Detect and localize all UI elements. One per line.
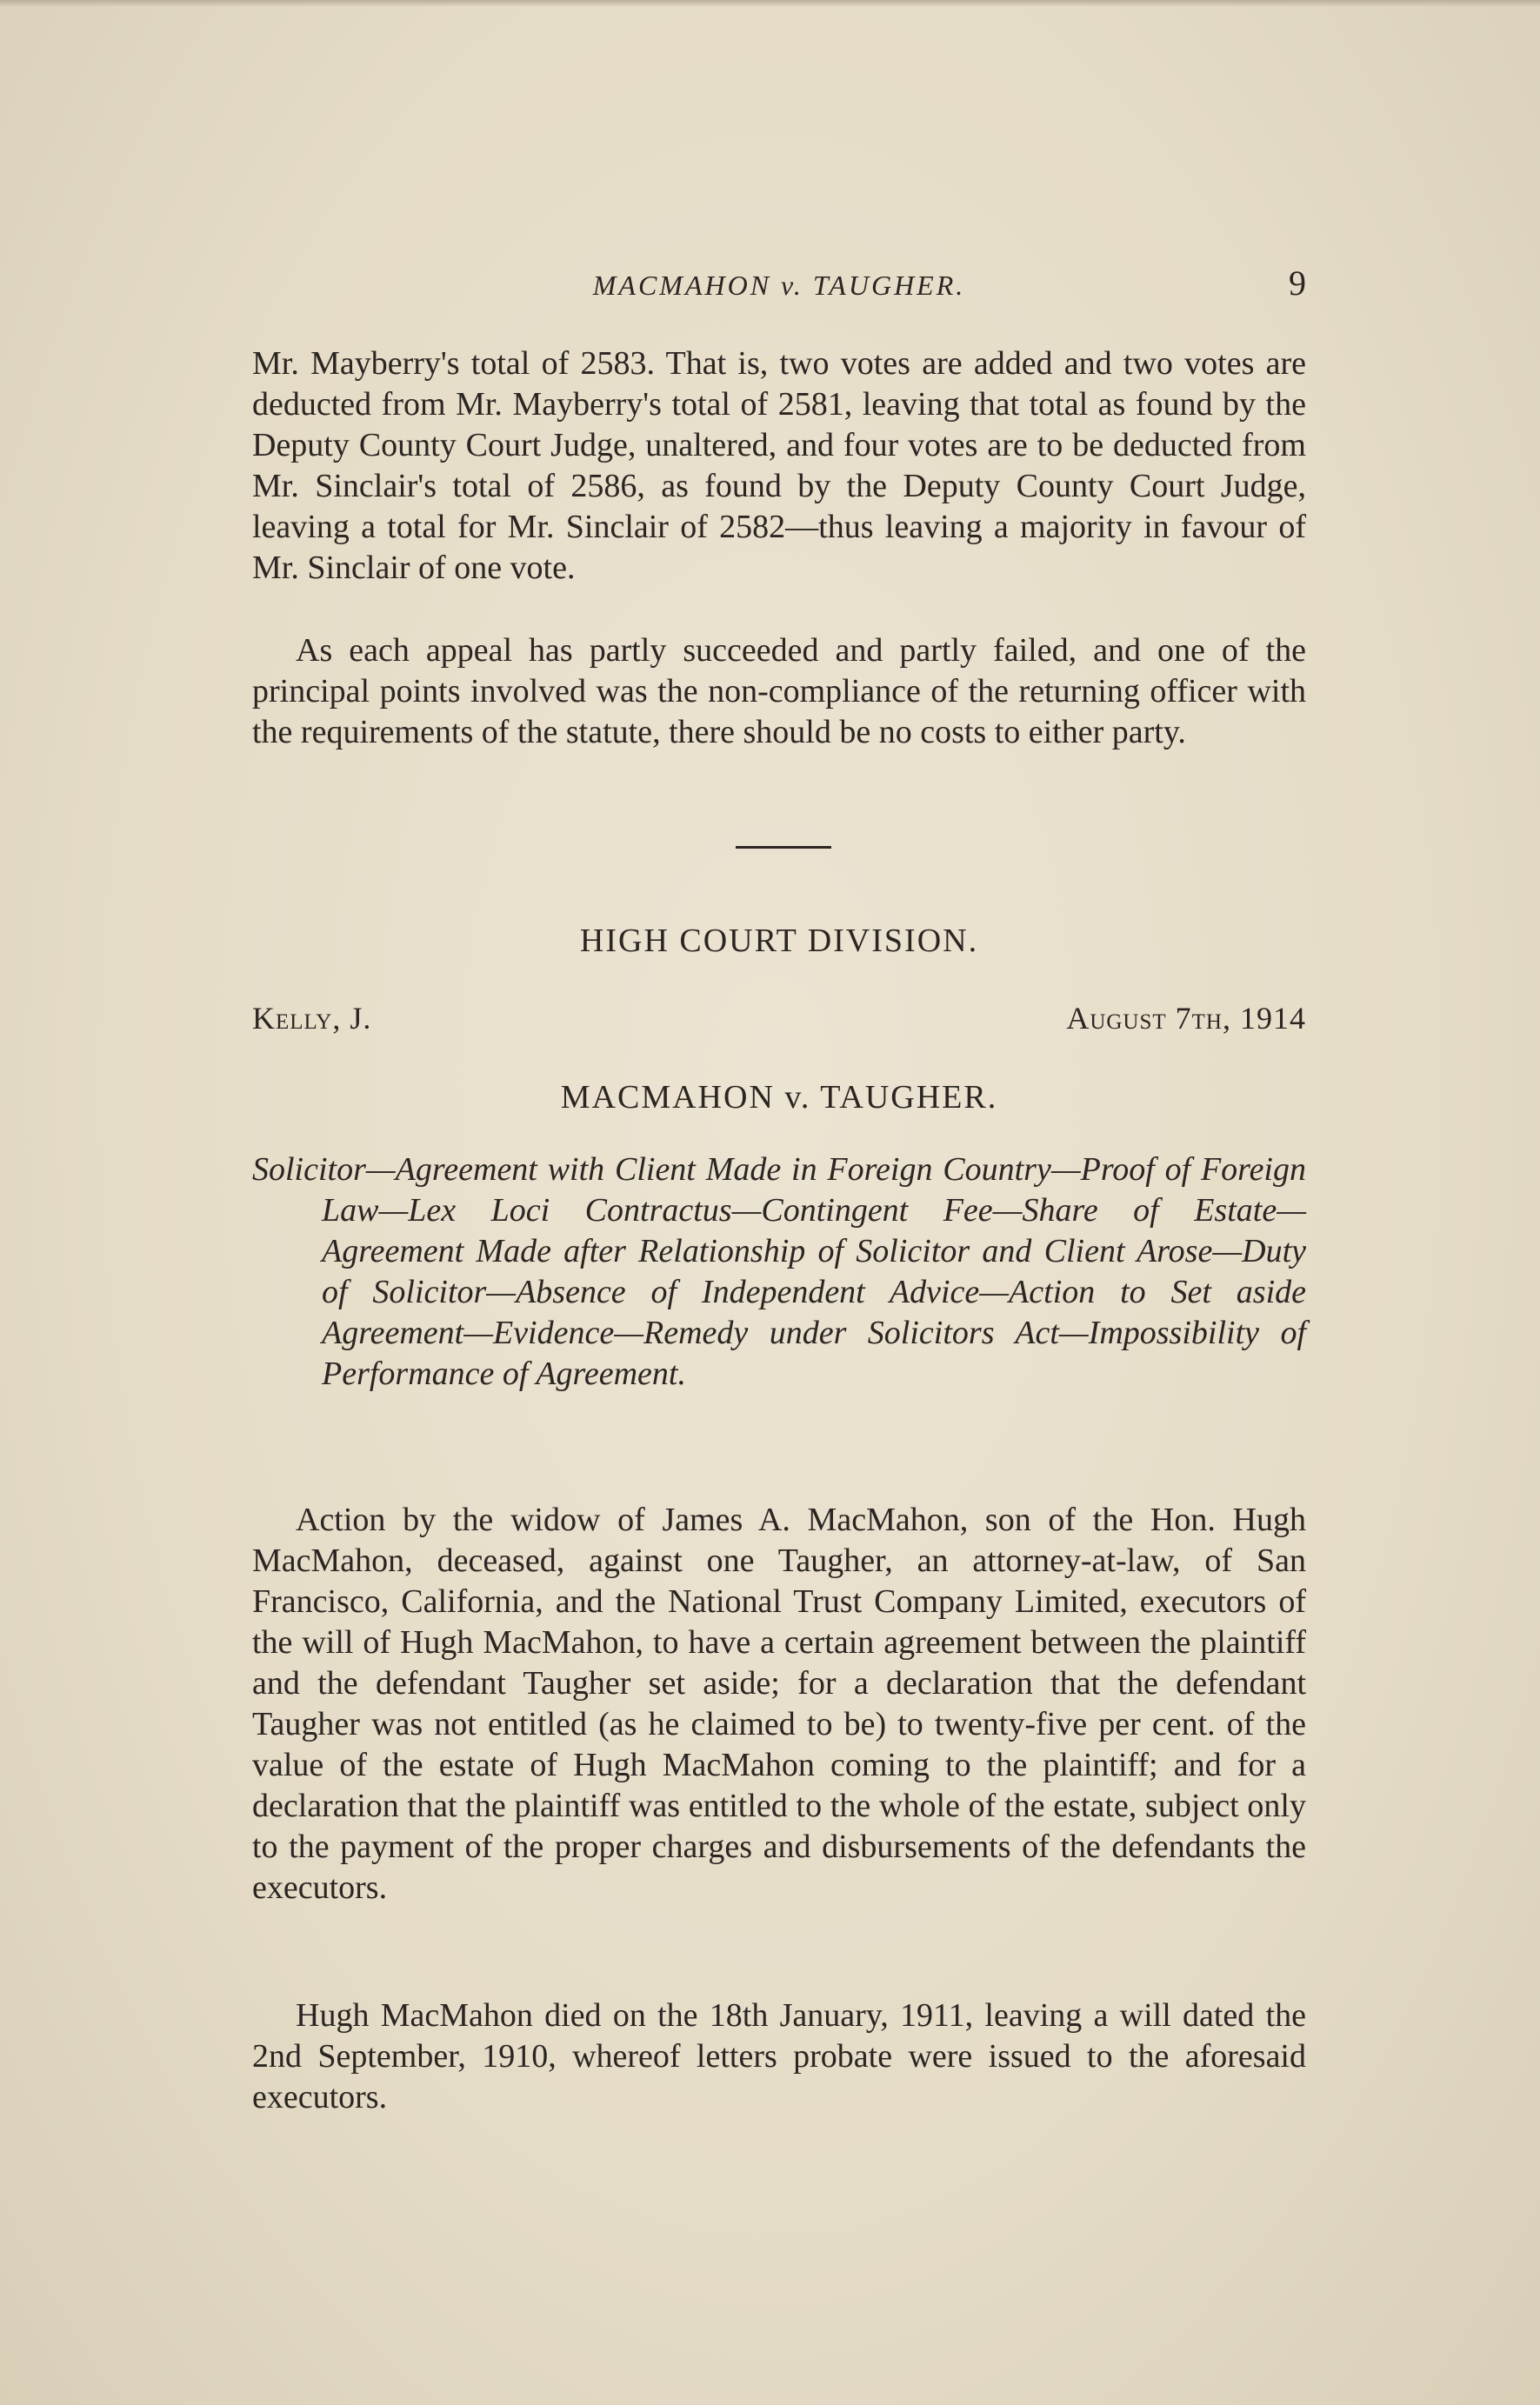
case-title: MACMAHON v. TAUGHER.	[560, 1079, 998, 1116]
running-head: MACMAHON v. TAUGHER.	[592, 270, 966, 301]
paragraph-facts: Hugh MacMahon died on the 18th January, 1911, leaving a will dated the 2nd September, 1910, whereof letters probate were issued to the aforesaid executors.	[252, 1997, 1306, 2115]
paragraph-continued: Mr. Mayberry's total of 2583. That is, two votes are added and two votes are deducted from Mr. Mayberry's total of 2581, leaving that total as found by the Deputy County Court Judge, unaltered, and four votes are to be deducted from Mr. Sinclair's total of 2586, as found by the Deputy County Court Judge, leaving a total for Mr. Sinclair of 2582—thus leaving a majority in favour of Mr. Sinclair of one vote.	[252, 345, 1306, 586]
paragraph-costs: As each appeal has partly succeeded and partly failed, and one of the principal points involved was the non-compliance of the returning officer with the requirements of the statute, there should be no costs to either party.	[252, 632, 1306, 750]
judge-name: Kelly, J.	[252, 1001, 372, 1036]
division-heading: HIGH COURT DIVISION.	[579, 923, 979, 959]
page-top-edge	[0, 0, 1540, 7]
section-divider	[736, 846, 831, 849]
decision-date: August 7th, 1914	[1066, 1001, 1306, 1036]
judge-date-line	[252, 1000, 1306, 1043]
page-header	[252, 263, 1306, 315]
paragraph-action: Action by the widow of James A. MacMahon, son of the Hon. Hugh MacMahon, deceased, against one Taugher, an attorney-at-law, of San Francisco, California, and the National Trust Company Limited, executors of the will of Hugh MacMahon, to have a certain agreement between the plaintiff and the defendant Taugher set aside; for a declaration that the defendant Taugher was not entitled (as he claimed to be) to twenty-five per cent. of the value of the estate of Hugh MacMahon coming to the plaintiff; and for a declaration that the plaintiff was entitled to the whole of the estate, subject only to the payment of the proper charges and disbursements of the defendants the executors.	[252, 1502, 1306, 1906]
page-number: 9	[1289, 263, 1306, 303]
headnote: Solicitor—Agreement with Client Made in Foreign Country—Proof of Foreign Law—Lex Loci Contractus—Contingent Fee—Share of Estate—Agreement Made after Relationship of Solicitor and Client Arose—Duty of Solicitor—Absence of Independent Advice—Action to Set aside Agreement—Evidence—Remedy under Solicitors Act—Impossibility of Performance of Agreement.	[252, 1151, 1306, 1392]
